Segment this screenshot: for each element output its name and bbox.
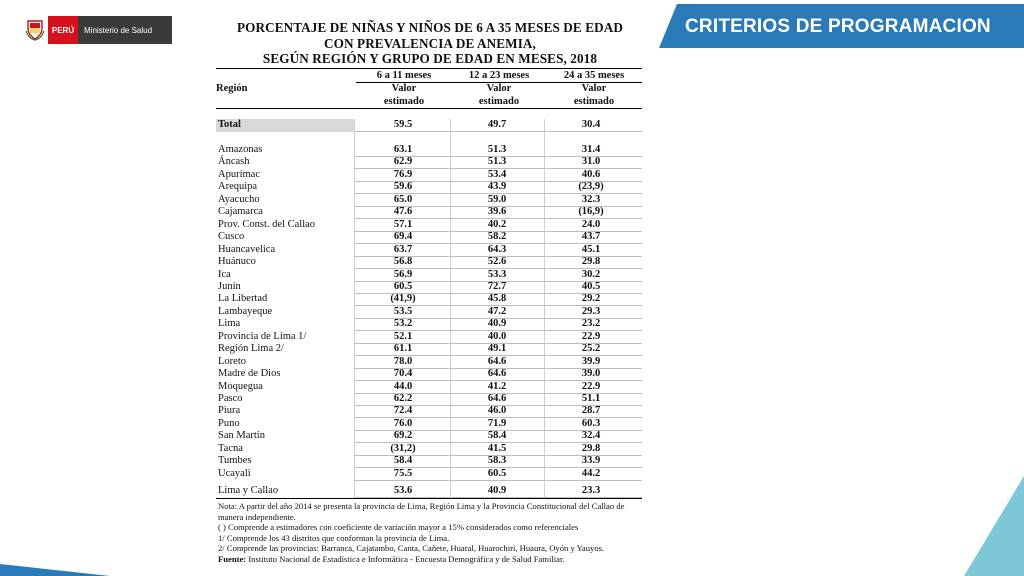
region-label: Ica <box>218 268 231 280</box>
document-title <box>216 20 644 67</box>
cell-value: 64.3 <box>487 243 507 255</box>
corner-decoration <box>0 564 110 576</box>
cell-value: 24.0 <box>581 218 601 230</box>
cell-value: 32.4 <box>581 430 601 442</box>
section-banner <box>659 4 1024 48</box>
column-separator <box>450 119 451 498</box>
cell-value: 53.4 <box>487 168 507 180</box>
column-separator <box>354 119 355 498</box>
column-group-12-23: 12 a 23 meses <box>468 70 530 81</box>
subheader-estimado: estimado <box>478 96 520 107</box>
header-rule <box>216 108 642 109</box>
cell-value: 60.5 <box>487 467 507 479</box>
cell-value: 40.9 <box>487 318 507 330</box>
note-line: Nota: A partir del año 2014 se presenta la provincia de Lima, Región Lima y la Provincia Constitucional del Callao de manera independiente. <box>218 501 625 522</box>
cell-value: 32.3 <box>581 193 601 205</box>
cell-value: 76.9 <box>393 168 413 180</box>
cell-value: 64.6 <box>487 355 507 367</box>
cell-value: 39.9 <box>581 355 601 367</box>
peru-brand: PERÚ <box>48 16 78 44</box>
cell-value: 52.1 <box>393 330 413 342</box>
peru-minsa-logo <box>22 16 172 44</box>
title-line: PORCENTAJE DE NIÑAS Y NIÑOS DE 6 A 35 MESES DE EDAD <box>236 20 623 35</box>
source-label: Fuente: <box>218 553 247 564</box>
cell-value: 51.3 <box>487 156 507 168</box>
cell-value: 71.9 <box>487 417 507 429</box>
cell-value: 49.1 <box>487 343 507 355</box>
cell-value: 53.3 <box>487 268 507 280</box>
cell-value: 29.3 <box>581 305 601 317</box>
region-header: Región <box>216 83 248 94</box>
note-line: 1/ Comprende los 43 distritos que conforman la provincia de Lima. <box>218 532 450 543</box>
region-label: Tacna <box>218 442 243 454</box>
cell-value: 23.3 <box>581 485 601 497</box>
cell-value: 60.5 <box>393 280 413 292</box>
region-label: Apurímac <box>218 168 260 180</box>
cell-value: 40.9 <box>487 485 507 497</box>
cell-value: 56.8 <box>393 256 413 268</box>
cell-value: 40.6 <box>581 168 601 180</box>
region-label: Huánuco <box>218 256 256 268</box>
cell-value: 29.8 <box>581 256 601 268</box>
cell-value: 56.9 <box>393 268 413 280</box>
cell-value: 63.1 <box>393 144 413 155</box>
row-separator <box>354 131 642 132</box>
final-row-label: Lima y Callao <box>218 485 279 497</box>
cell-value: 31.0 <box>581 156 601 168</box>
region-label: Ayacucho <box>218 193 260 205</box>
cell-value: 33.9 <box>581 455 601 467</box>
cell-value: 41.5 <box>487 442 507 454</box>
table-top-rule <box>216 68 642 69</box>
cell-value: 58.4 <box>393 455 413 467</box>
cell-value: 58.3 <box>487 455 507 467</box>
cell-value: 23.2 <box>581 318 601 330</box>
cell-value: 28.7 <box>581 405 601 417</box>
region-label: Cajamarca <box>218 206 263 218</box>
cell-value: 58.4 <box>487 430 507 442</box>
cell-value: 59.0 <box>487 193 507 205</box>
cell-value: 45.1 <box>581 243 601 255</box>
region-label: Huancavelica <box>218 243 276 255</box>
cell-value: 64.6 <box>487 393 507 404</box>
cell-value: 51.3 <box>487 144 507 155</box>
cell-value: (23,9) <box>578 181 604 193</box>
cell-value: 44.2 <box>581 467 601 479</box>
ministry-name: Ministerio de Salud <box>78 16 172 44</box>
cell-value: 39.6 <box>487 206 507 218</box>
cell-value: 57.1 <box>393 218 413 230</box>
cell-value: (16,9) <box>578 206 604 218</box>
cell-value: 25.2 <box>581 343 601 355</box>
cell-value: 40.5 <box>581 280 601 292</box>
corner-decoration <box>964 476 1024 576</box>
cell-value: 51.1 <box>581 393 601 404</box>
cell-value: 31.4 <box>581 144 601 155</box>
cell-value: 30.2 <box>581 268 601 280</box>
total-row-label: Total <box>218 119 241 130</box>
subheader-estimado: estimado <box>383 96 425 107</box>
table-notes <box>218 501 648 565</box>
cell-value: 49.7 <box>487 119 507 130</box>
cell-value: 70.4 <box>393 368 413 380</box>
region-label: San Martín <box>218 430 265 442</box>
title-line: SEGÚN REGIÓN Y GRUPO DE EDAD EN MESES, 2018 <box>262 51 598 67</box>
coat-of-arms-icon <box>22 16 48 44</box>
region-label: Región Lima 2/ <box>218 343 284 355</box>
cell-value: 78.0 <box>393 355 413 367</box>
source-line <box>218 554 648 565</box>
cell-value: 52.6 <box>487 256 507 268</box>
cell-value: 72.7 <box>487 280 507 292</box>
cell-value: 53.2 <box>393 318 413 330</box>
region-label: La Libertad <box>218 293 268 305</box>
region-label: Áncash <box>218 156 250 168</box>
cell-value: 63.7 <box>393 243 413 255</box>
cell-value: 47.6 <box>393 206 413 218</box>
cell-value: 72.4 <box>393 405 413 417</box>
cell-value: 29.8 <box>581 442 601 454</box>
cell-value: 76.0 <box>393 417 413 429</box>
cell-value: 69.4 <box>393 231 413 243</box>
subheader-estimado: estimado <box>573 96 615 107</box>
region-label: Madre de Dios <box>218 368 281 380</box>
region-label: Piura <box>218 405 241 417</box>
cell-value: 40.0 <box>487 330 507 342</box>
cell-value: 75.5 <box>393 467 413 479</box>
region-label: Puno <box>218 417 240 429</box>
cell-value: 53.6 <box>393 485 413 497</box>
cell-value: 60.3 <box>581 417 601 429</box>
column-group-24-35: 24 a 35 meses <box>563 70 625 81</box>
cell-value: 64.6 <box>487 368 507 380</box>
region-label: Tumbes <box>218 455 252 467</box>
subheader-valor: Valor <box>486 83 512 94</box>
cell-value: 58.2 <box>487 231 507 243</box>
note-line: 2/ Comprende las provincias: Barranca, Cajatambo, Canta, Cañete, Huaral, Huarochirí, Huaura, Oyón y Yauyos. <box>218 543 605 554</box>
cell-value: 53.5 <box>393 305 413 317</box>
column-group-6-11: 6 a 11 meses <box>376 70 432 81</box>
cell-value: (31,2) <box>390 442 416 454</box>
cell-value: 47.2 <box>487 305 507 317</box>
source-text: Instituto Nacional de Estadística e Informática - Encuesta Demográfica y de Salud Familiar. <box>246 553 565 564</box>
cell-value: 29.2 <box>581 293 601 305</box>
cell-value: 59.6 <box>393 181 413 193</box>
region-label: Amazonas <box>218 144 263 155</box>
region-label: Provincia de Lima 1/ <box>218 330 307 342</box>
cell-value: 69.2 <box>393 430 413 442</box>
region-label: Moquegua <box>218 380 263 392</box>
subheader-valor: Valor <box>391 83 417 94</box>
subheader-valor: Valor <box>581 83 607 94</box>
region-label: Lambayeque <box>218 305 273 317</box>
region-label: Lima <box>218 318 241 330</box>
note-line: ( ) Comprende a estimadores con coeficiente de variación mayor a 15% considerados como referenciales <box>218 522 579 533</box>
banner-notch <box>659 4 677 48</box>
cell-value: 30.4 <box>581 119 601 130</box>
region-label: Junín <box>218 280 241 292</box>
title-line: CON PREVALENCIA DE ANEMIA, <box>324 35 536 51</box>
cell-value: 59.5 <box>393 119 413 130</box>
region-label: Pasco <box>218 393 243 404</box>
region-label: Prov. Const. del Callao <box>218 218 316 230</box>
cell-value: 44.0 <box>393 380 413 392</box>
cell-value: 46.0 <box>487 405 507 417</box>
cell-value: 62.2 <box>393 393 413 404</box>
cell-value: 22.9 <box>581 330 601 342</box>
cell-value: 41.2 <box>487 380 507 392</box>
region-label: Arequipa <box>218 181 258 193</box>
cell-value: (41,9) <box>390 293 416 305</box>
cell-value: 65.0 <box>393 193 413 205</box>
row-separator <box>354 480 642 481</box>
banner-title: CRITERIOS DE PROGRAMACION <box>685 16 991 37</box>
cell-value: 45.8 <box>487 293 507 305</box>
cell-value: 40.2 <box>487 218 507 230</box>
table-bottom-rule <box>216 498 642 499</box>
column-separator <box>544 119 545 498</box>
cell-value: 43.9 <box>487 181 507 193</box>
cell-value: 43.7 <box>581 231 601 243</box>
region-label: Ucayali <box>218 467 251 479</box>
cell-value: 62.9 <box>393 156 413 168</box>
cell-value: 39.0 <box>581 368 601 380</box>
region-label: Loreto <box>218 355 246 367</box>
cell-value: 22.9 <box>581 380 601 392</box>
cell-value: 61.1 <box>393 343 413 355</box>
region-label: Cusco <box>218 231 245 243</box>
